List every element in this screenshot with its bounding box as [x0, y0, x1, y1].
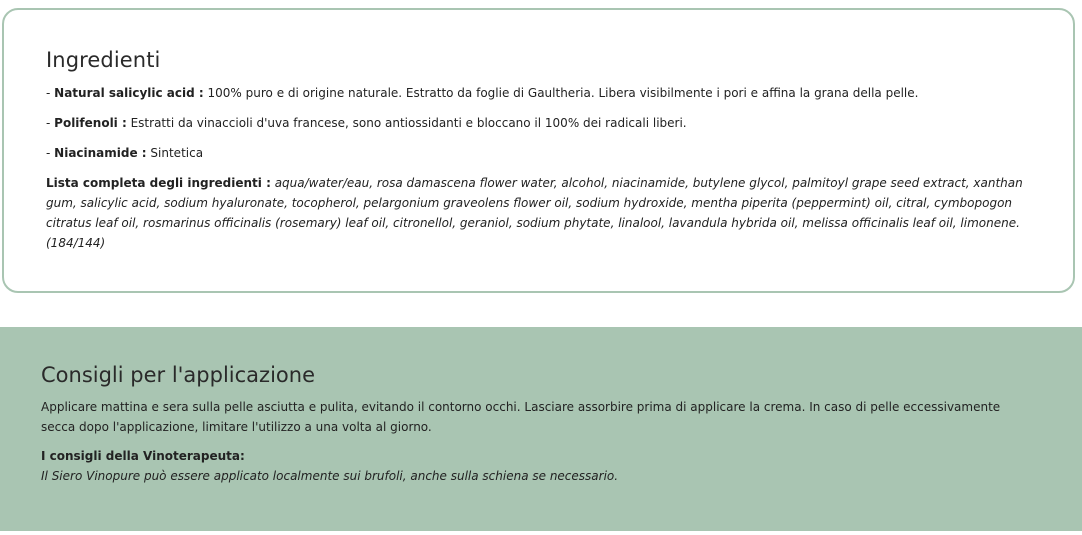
full-list-text: aqua/water/eau, rosa damascena flower water, alcohol, niacinamide, butylene glycol, palmitoyl grape seed extract, xanthan gum, salicylic acid, sodium hyaluronate, tocopherol, pelargonium graveolens flower oil, sodium hydroxide, mentha piperita (peppermint) oil, citral, cymbopogon citratus leaf oil, rosmarinus officinalis (rosemary) leaf oil, citronellol, geraniol, sodium phytate, linalool, lavandula hybrida oil, melissa officinalis leaf oil, limonene. (184/144)	[46, 176, 1023, 250]
bullet-prefix: -	[46, 146, 55, 160]
bullet-prefix: -	[46, 86, 55, 100]
tip-heading: I consigli della Vinoterapeuta:	[41, 449, 245, 463]
ingredient-name: Natural salicylic acid :	[54, 86, 204, 100]
ingredients-title: Ingredienti	[46, 48, 161, 72]
bullet-prefix: -	[46, 116, 55, 130]
advice-text: Applicare mattina e sera sulla pelle asciutta e pulita, evitando il contorno occhi. Lasciare assorbire prima di applicare la crema. In caso di pelle eccessivamente secca dopo l'applicazione, limitare l'utilizzo a una volta al giorno.	[41, 400, 1001, 434]
ingredient-description: Estratti da vinaccioli d'uva francese, sono antiossidanti e bloccano il 100% dei radicali liberi.	[126, 116, 687, 130]
ingredient-name: Polifenoli :	[54, 116, 127, 130]
ingredient-item	[46, 83, 1033, 103]
ingredients-panel	[2, 8, 1075, 293]
tip-text: Il Siero Vinopure può essere applicato localmente sui brufoli, anche sulla schiena se necessario.	[41, 469, 619, 483]
full-list-label: Lista completa degli ingredienti :	[46, 176, 271, 190]
advice-title: Consigli per l'applicazione	[41, 363, 315, 387]
ingredient-name: Niacinamide :	[54, 146, 147, 160]
ingredient-item	[46, 143, 1033, 163]
ingredient-description: 100% puro e di origine naturale. Estratto da foglie di Gaultheria. Libera visibilmente i pori e affina la grana della pelle.	[203, 86, 919, 100]
ingredient-item	[46, 113, 1033, 133]
ingredient-description: Sintetica	[146, 146, 204, 160]
full-ingredient-list	[46, 173, 1036, 253]
application-advice-panel	[0, 327, 1082, 531]
